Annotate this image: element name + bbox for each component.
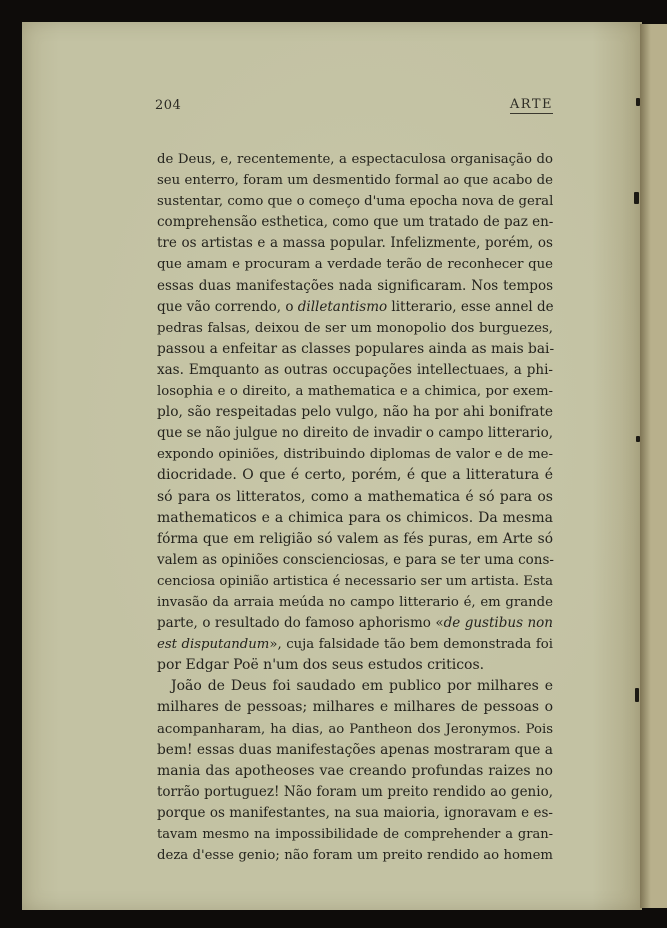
adjacent-page-edge (640, 24, 667, 908)
body-text (157, 149, 553, 866)
text-line: est disputandum», cuja falsidade tão bem demonstrada foi (157, 637, 553, 653)
text-line: só para os litteratos, como a mathematica é só para os (157, 488, 553, 505)
text-line: bem! essas duas manifestações apenas mostraram que a (157, 741, 553, 758)
text-line: seu enterro, foram um desmentido formal ao que acabo de (157, 173, 553, 189)
text-line: cenciosa opinião artistica é necessario ser um artista. Esta (157, 573, 553, 589)
page-header (155, 98, 553, 118)
text-line: milhares de pessoas; milhares e milhares de pessoas o (157, 699, 553, 716)
text-line: de Deus, e, recentemente, a espectaculosa organisação do (157, 152, 553, 167)
running-head: ARTE (509, 97, 553, 112)
text-line: invasão da arraia meúda no campo litterario é, em grande (157, 594, 553, 610)
emphasized-text: dilletantismo (297, 298, 388, 315)
text-line: losophia e o direito, a mathematica e a chimica, por exem- (157, 384, 553, 400)
text-line: tre os artistas e a massa popular. Infelizmente, porém, os (157, 235, 553, 252)
margin-mark (636, 98, 640, 106)
margin-mark (636, 436, 640, 442)
text-line: mathematicos e a chimica para os chimicos. Da mesma (157, 509, 553, 526)
text-line: sustentar, como que o começo d'uma epocha nova de geral (157, 194, 554, 210)
text-line: que vão correndo, o dilletantismo litterario, esse annel de (157, 298, 554, 315)
text-line: mania das apotheoses vae creando profundas raizes no (157, 762, 553, 779)
text-line: fórma que em religião só valem as fés puras, em Arte só (157, 530, 553, 547)
text-line: valem as opiniões conscienciosas, e para se ter uma cons- (157, 551, 554, 568)
text-line: por Edgar Poë n'um dos seus estudos criticos. (157, 657, 485, 674)
text-line: tavam mesmo na impossibilidade de comprehender a gran- (157, 827, 553, 842)
emphasized-text: est disputandum (157, 637, 270, 653)
text-line: passou a enfeitar as classes populares ainda as mais bai- (157, 340, 555, 357)
text-line: João de Deus foi saudado em publico por milhares e (171, 678, 553, 695)
margin-mark (634, 192, 639, 204)
text-line: que se não julgue no direito de invadir o campo litterario, (157, 425, 553, 442)
text-line: diocridade. O que é certo, porém, é que a litteratura é (157, 467, 553, 484)
text-line: parte, o resultado do famoso aphorismo «de gustibus non (157, 615, 553, 632)
text-line: deza d'esse genio; não foram um preito rendido ao homem (157, 848, 553, 864)
text-line: essas duas manifestações nada significaram. Nos tempos (157, 277, 553, 294)
page-number: 204 (155, 98, 182, 113)
text-line: que amam e procuram a verdade terão de reconhecer que (157, 257, 553, 273)
text-line: porque os manifestantes, na sua maioria, ignoravam e es- (157, 804, 553, 821)
emphasized-text: de gustibus non (443, 615, 553, 632)
text-line: torrão portuguez! Não foram um preito rendido ao genio, (157, 783, 553, 800)
text-line: pedras falsas, deixou de ser um monopolio dos burguezes, (157, 320, 553, 336)
margin-mark (635, 688, 639, 702)
text-line: comprehensão esthetica, como que um tratado de paz en- (157, 214, 554, 231)
text-line: expondo opiniões, distribuindo diplomas de valor e de me- (157, 447, 553, 463)
text-line: acompanharam, ha dias, ao Pantheon dos Jeronymos. Pois (157, 721, 553, 737)
text-line: xas. Emquanto as outras occupações intellectuaes, a phi- (157, 361, 553, 378)
text-line: plo, são respeitadas pelo vulgo, não ha por ahi bonifrate (157, 404, 553, 421)
